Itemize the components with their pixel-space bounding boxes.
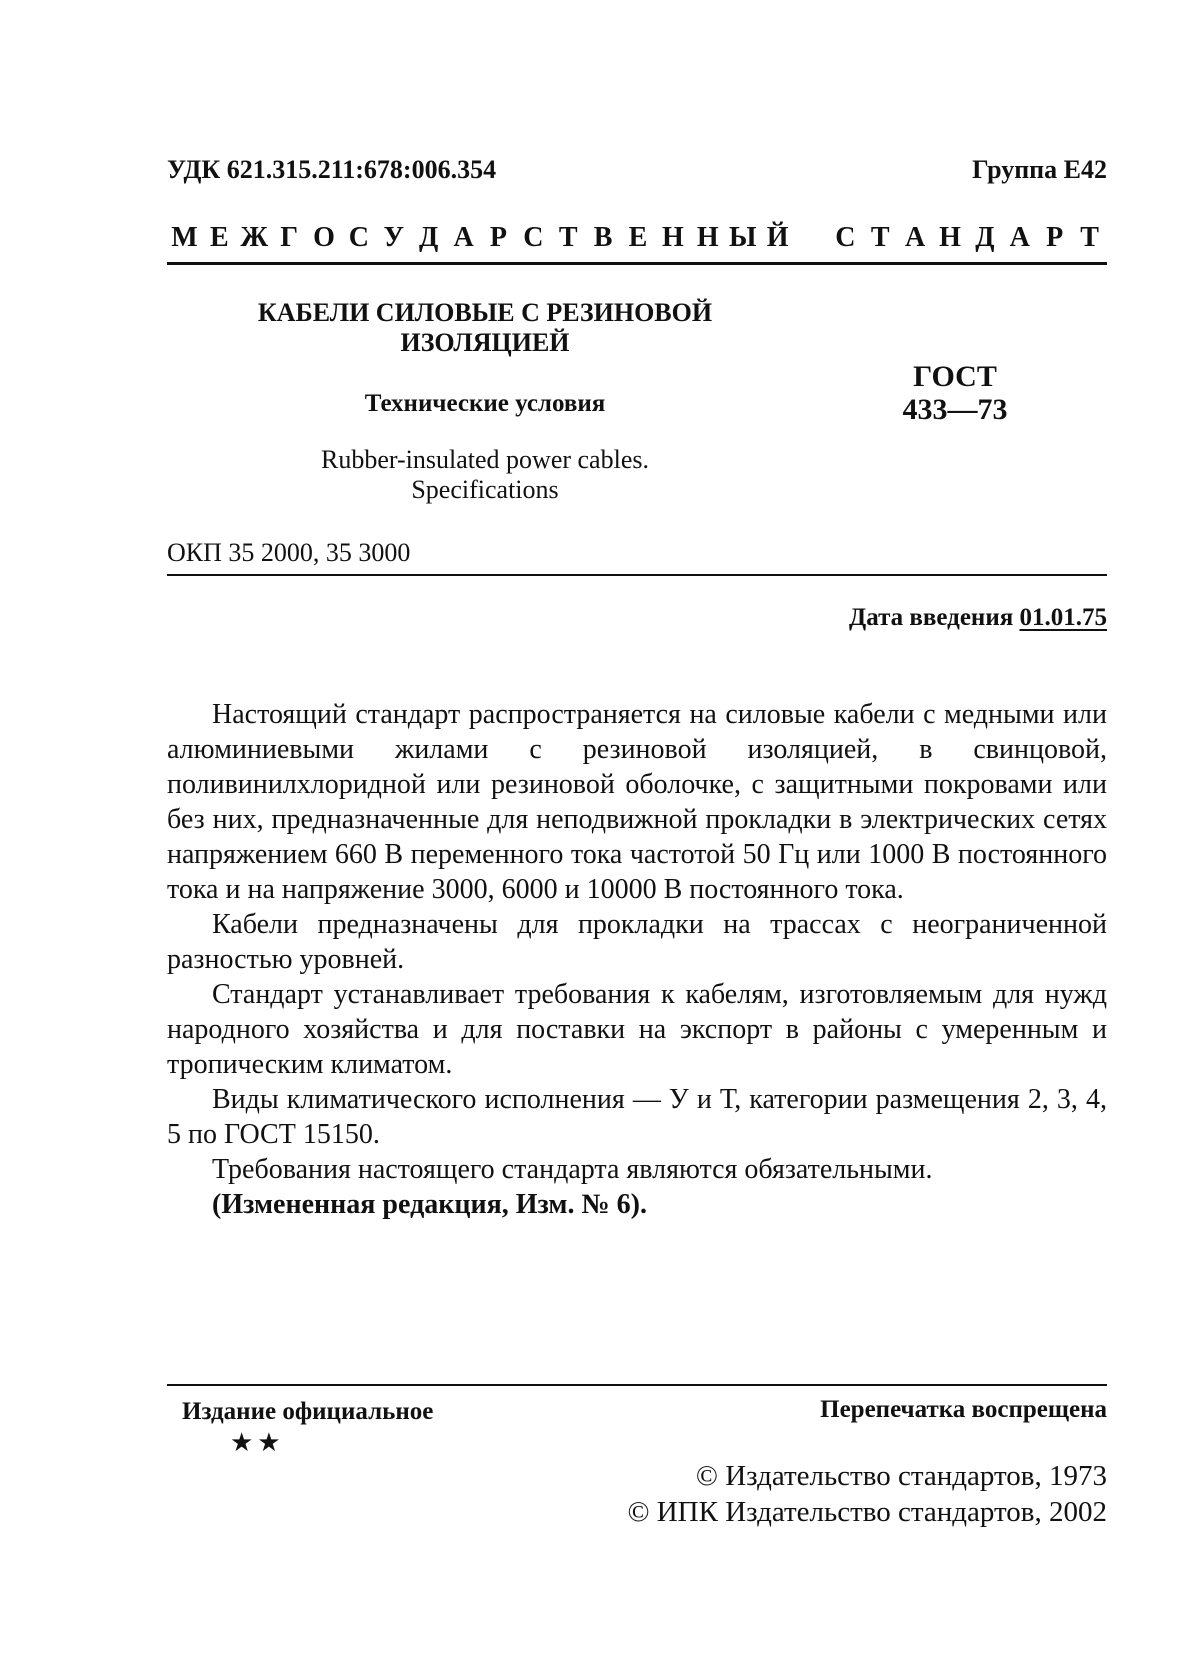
body-paragraph: Требования настоящего стандарта являются обязательными. — [212, 1154, 933, 1185]
english-title — [200, 445, 770, 505]
copyright-1973: © Издательство стандартов, 1973 — [695, 1460, 1107, 1492]
document-title — [200, 298, 770, 358]
body-paragraph: Кабели предназначены для прокладки на трассах с неограниченной разностью уровней. — [167, 909, 1107, 975]
body-text — [167, 697, 1107, 1222]
stars-mark: ★★ — [230, 1428, 285, 1457]
body-paragraph: Настоящий стандарт распространяется на силовые кабели с медными или алюминиевыми жилами с резиновой изоляцией, в свинцовой, поливинилхлоридной или резиновой оболочке, с защитными покровами или без них, предназначенные для неподвижной прокладки в электрических сетях напряжением 660 В переменного тока частотой 50 Гц или 1000 В постоянного тока и на напряжение 3000, 6000 и 10000 В постоянного тока. — [167, 699, 1107, 905]
header-rule — [167, 262, 1107, 265]
standard-type-heading — [167, 222, 1107, 254]
okp-rule — [167, 574, 1107, 576]
okp-codes: ОКП 35 2000, 35 3000 — [167, 538, 411, 567]
document-subtitle: Технические условия — [364, 390, 606, 417]
introduction-date — [849, 604, 1107, 632]
group-code: Группа Е42 — [972, 155, 1107, 184]
gost-designation — [880, 360, 1030, 426]
reprint-notice: Перепечатка воспрещена — [820, 1396, 1107, 1423]
footer-rule — [167, 1384, 1107, 1386]
copyright-2002: © ИПК Издательство стандартов, 2002 — [627, 1496, 1107, 1528]
english-title-line-1: Rubber-insulated power cables. — [321, 445, 649, 474]
english-title-line-2: Specifications — [411, 475, 559, 504]
body-paragraph: Стандарт устанавливает требования к кабелям, изготовляемым для нужд народного хозяйства и для поставки на экспорт в районы с умеренным и тропическим климатом. — [167, 979, 1107, 1080]
gost-label: ГОСТ — [913, 360, 997, 393]
gost-number: 433—73 — [902, 393, 1008, 426]
heading-word-2: С Т А Н Д А Р Т — [835, 222, 1099, 253]
udk-code: УДК 621.315.211:678:006.354 — [167, 155, 497, 184]
amendment-note: (Измененная редакция, Изм. № 6). — [212, 1189, 647, 1220]
edition-label: Издание официальное — [182, 1398, 434, 1425]
title-line-2: ИЗОЛЯЦИЕЙ — [400, 328, 570, 357]
introduction-date-value: 01.01.75 — [1019, 604, 1107, 631]
heading-word-1: М Е Ж Г О С У Д А Р С Т В Е Н Н Ы Й — [171, 222, 789, 253]
body-paragraph: Виды климатического исполнения — У и Т, категории размещения 2, 3, 4, 5 по ГОСТ 15150. — [167, 1084, 1107, 1150]
title-line-1: КАБЕЛИ СИЛОВЫЕ С РЕЗИНОВОЙ — [257, 298, 713, 327]
introduction-date-label: Дата введения — [849, 604, 1014, 631]
